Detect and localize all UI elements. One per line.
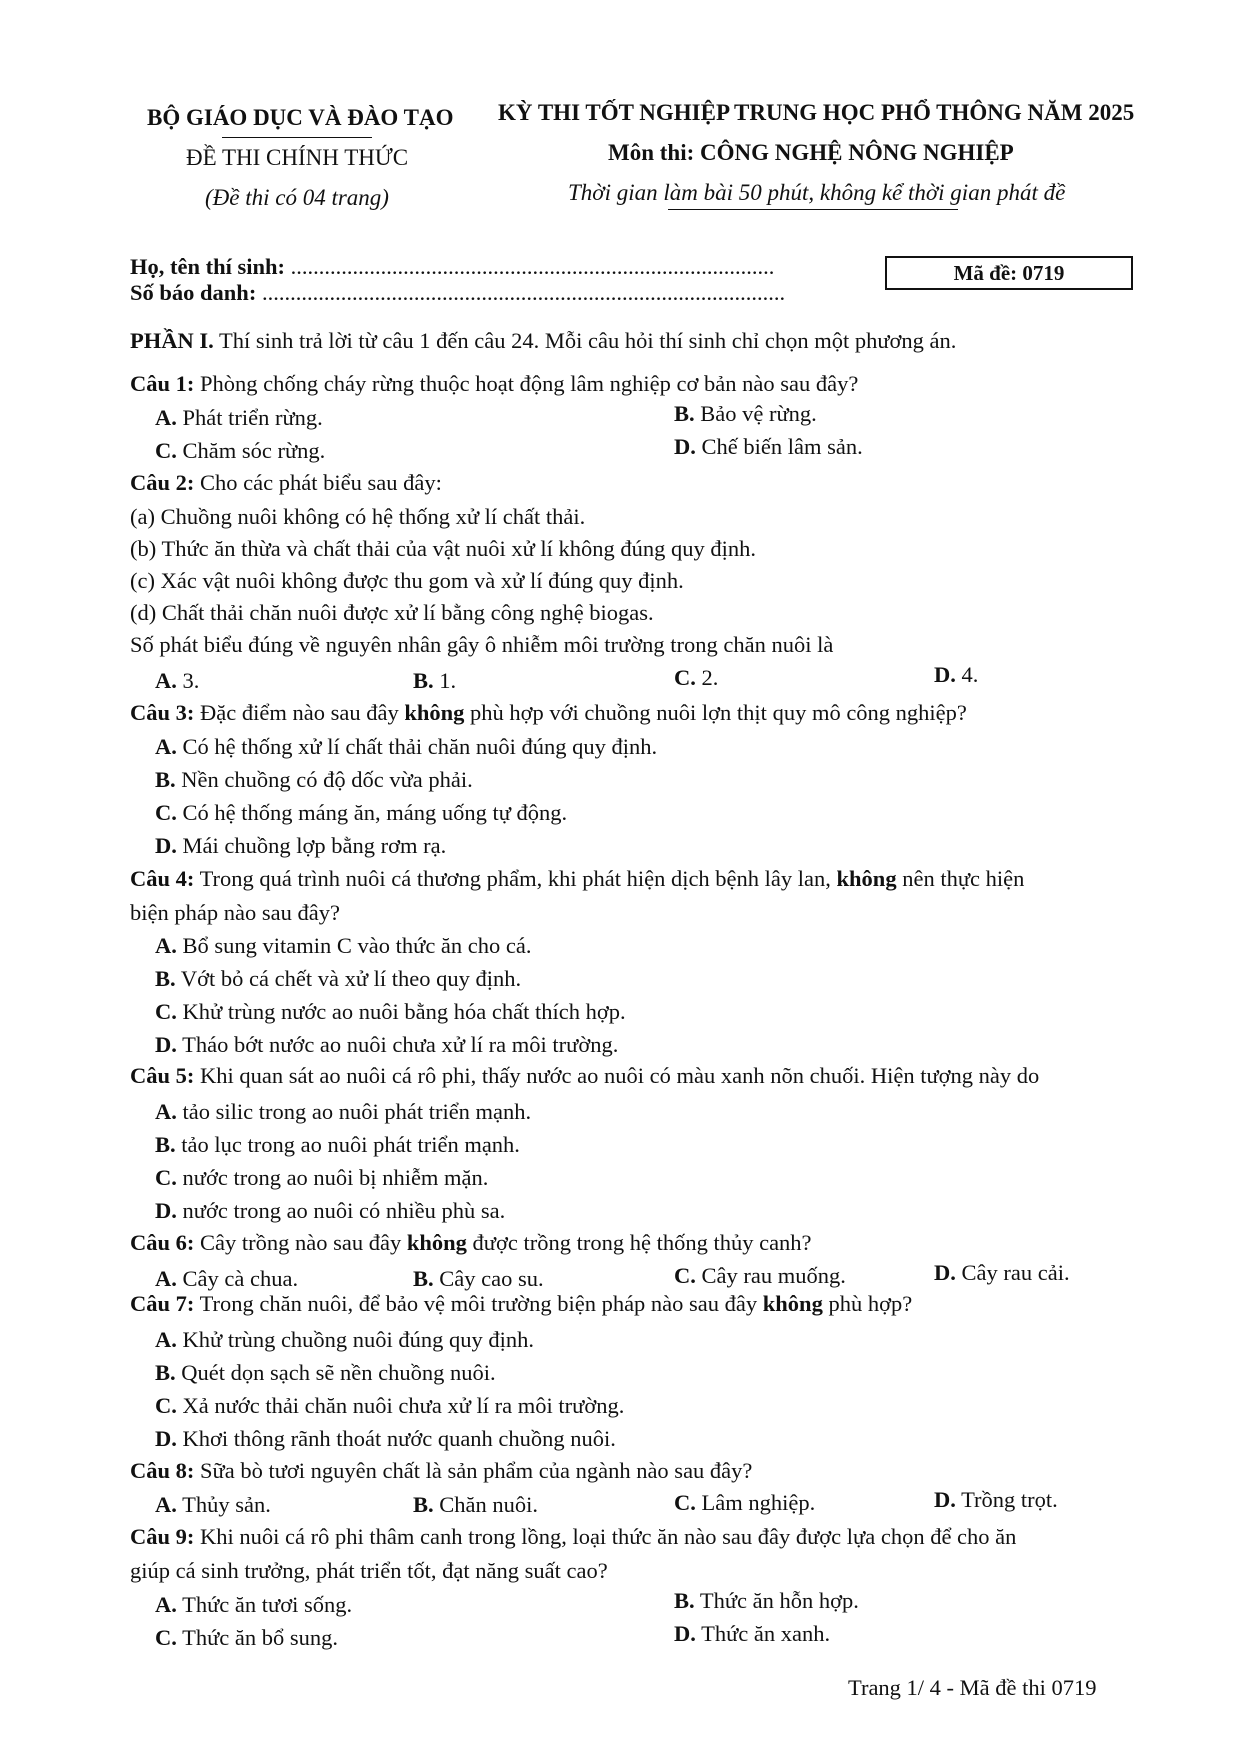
pages-note: (Đề thi có 04 trang)	[205, 185, 389, 210]
option-4c: C. Khử trùng nước ao nuôi bằng hóa chất thích hợp.	[155, 999, 626, 1024]
option-6a: A. Cây cà chua.	[155, 1266, 299, 1291]
option-3c: C. Có hệ thống máng ăn, máng uống tự động.	[155, 800, 568, 825]
question-label: Câu 8:	[130, 1458, 195, 1483]
ministry-underline	[222, 137, 372, 138]
footer-exam-code: 0719	[1051, 1675, 1097, 1700]
question-4-line2: biện pháp nào sau đây?	[130, 900, 340, 925]
statement-2b: (b) Thức ăn thừa và chất thải của vật nuôi xử lí không đúng quy định.	[130, 536, 757, 561]
emphasis-khong: không	[836, 866, 897, 891]
option-8c: C. Lâm nghiệp.	[674, 1490, 816, 1515]
option-4d: D. Tháo bớt nước ao nuôi chưa xử lí ra môi trường.	[155, 1032, 619, 1057]
subject-name: CÔNG NGHỆ NÔNG NGHIỆP	[700, 140, 1014, 165]
exam-code-value: 0719	[1022, 260, 1065, 285]
question-7: Câu 7: Trong chăn nuôi, để bảo vệ môi trường biện pháp nào sau đây không phù hợp?	[130, 1291, 913, 1316]
emphasis-khong: không	[762, 1291, 823, 1316]
question-1	[130, 373, 858, 396]
option-9a: A. Thức ăn tươi sống.	[155, 1592, 353, 1617]
question-3: Câu 3: Đặc điểm nào sau đây không phù hợp với chuồng nuôi lợn thịt quy mô công nghiệp?	[130, 700, 967, 725]
emphasis-khong: không	[404, 700, 465, 725]
statement-2c: (c) Xác vật nuôi không được thu gom và xử lí đúng quy định.	[130, 568, 684, 593]
part1-label: PHẦN I.	[130, 328, 214, 353]
option-2b: B. 1.	[413, 668, 457, 693]
question-label: Câu 3:	[130, 700, 195, 725]
statement-2a: (a) Chuồng nuôi không có hệ thống xử lí chất thải.	[130, 504, 586, 529]
question-label: Câu 7:	[130, 1291, 195, 1316]
question-5	[130, 1065, 1039, 1088]
option-8a: A. Thủy sản.	[155, 1492, 271, 1517]
statement-2d: (d) Chất thải chăn nuôi được xử lí bằng công nghệ biogas.	[130, 600, 654, 625]
question-label: Câu 5:	[130, 1063, 195, 1088]
option-6d: D. Cây rau cải.	[934, 1260, 1070, 1285]
question-label: Câu 9:	[130, 1524, 195, 1549]
question-label: Câu 6:	[130, 1230, 195, 1255]
option-2c: C. 2.	[674, 665, 719, 690]
ministry-name: BỘ GIÁO DỤC VÀ ĐÀO TẠO	[147, 105, 454, 130]
option-6c: C. Cây rau muống.	[674, 1263, 846, 1288]
option-2d: D. 4.	[934, 662, 979, 687]
question-6: Câu 6: Cây trồng nào sau đây không được trồng trong hệ thống thủy canh?	[130, 1230, 812, 1255]
option-4a: A. Bổ sung vitamin C vào thức ăn cho cá.	[155, 933, 532, 958]
question-text: Sữa bò tươi nguyên chất là sản phẩm của ngành nào sau đây?	[200, 1458, 753, 1483]
time-note: Thời gian làm bài 50 phút, không kể thời gian phát đề	[568, 180, 1066, 205]
option-3a: A. Có hệ thống xử lí chất thải chăn nuôi đúng quy định.	[155, 734, 658, 759]
question-8	[130, 1460, 752, 1483]
exam-code-box	[885, 256, 1133, 290]
option-3d: D. Mái chuồng lợp bằng rơm rạ.	[155, 833, 447, 858]
option-6b: B. Cây cao su.	[413, 1266, 544, 1291]
option-5a: A. tảo silic trong ao nuôi phát triển mạnh.	[155, 1099, 532, 1124]
option-8d: D. Trồng trọt.	[934, 1487, 1058, 1512]
question-label: Câu 4:	[130, 866, 195, 891]
option-1c: C. Chăm sóc rừng.	[155, 438, 326, 463]
option-9b: B. Thức ăn hỗn hợp.	[674, 1588, 859, 1613]
option-7d: D. Khơi thông rãnh thoát nước quanh chuồng nuôi.	[155, 1426, 616, 1451]
option-3b: B. Nền chuồng có độ dốc vừa phải.	[155, 767, 473, 792]
option-5d: D. nước trong ao nuôi có nhiều phù sa.	[155, 1198, 506, 1223]
question-9-line2: giúp cá sinh trưởng, phát triển tốt, đạt năng suất cao?	[130, 1558, 608, 1583]
option-5b: B. tảo lục trong ao nuôi phát triển mạnh.	[155, 1132, 520, 1157]
candidate-name-row	[130, 256, 774, 279]
option-8b: B. Chăn nuôi.	[413, 1492, 539, 1517]
official-exam-label: ĐỀ THI CHÍNH THỨC	[186, 145, 409, 170]
option-1d: D. Chế biến lâm sản.	[674, 434, 863, 459]
candidate-name-label: Họ, tên thí sinh:	[130, 254, 286, 279]
candidate-id-label: Số báo danh:	[130, 280, 257, 305]
option-4b: B. Vớt bỏ cá chết và xử lí theo quy định.	[155, 966, 522, 991]
question-text: Khi nuôi cá rô phi thâm canh trong lồng, loại thức ăn nào sau đây được lựa chọn để cho ăn	[200, 1524, 1017, 1549]
question-label: Câu 1:	[130, 371, 195, 396]
exam-title: KỲ THI TỐT NGHIỆP TRUNG HỌC PHỔ THÔNG NĂM 2025	[498, 100, 1135, 125]
question-9	[130, 1526, 1016, 1549]
candidate-name-dots: ......................................................................................	[290, 254, 775, 279]
candidate-id-dots: .............................................................................................	[261, 280, 786, 305]
time-underline	[668, 209, 958, 210]
question-text: Cho các phát biểu sau đây:	[200, 470, 442, 495]
subject-line	[608, 140, 1014, 166]
page-number: Trang 1/ 4 - Mã đề thi	[848, 1675, 1046, 1700]
page-footer	[848, 1677, 1097, 1700]
option-7c: C. Xả nước thải chăn nuôi chưa xử lí ra môi trường.	[155, 1393, 625, 1418]
option-5c: C. nước trong ao nuôi bị nhiễm mặn.	[155, 1165, 489, 1190]
option-1a: A. Phát triển rừng.	[155, 405, 323, 430]
option-1b: B. Bảo vệ rừng.	[674, 401, 817, 426]
option-7b: B. Quét dọn sạch sẽ nền chuồng nuôi.	[155, 1360, 496, 1385]
question-label: Câu 2:	[130, 470, 195, 495]
question-text: Khi quan sát ao nuôi cá rô phi, thấy nước ao nuôi có màu xanh nõn chuối. Hiện tượng này do	[200, 1063, 1040, 1088]
part1-instruction	[130, 330, 956, 353]
option-2a: A. 3.	[155, 668, 200, 693]
option-9d: D. Thức ăn xanh.	[674, 1621, 831, 1646]
subject-label: Môn thi:	[608, 140, 695, 165]
option-9c: C. Thức ăn bổ sung.	[155, 1625, 339, 1650]
candidate-id-row	[130, 282, 785, 305]
question-4: Câu 4: Trong quá trình nuôi cá thương phẩm, khi phát hiện dịch bệnh lây lan, không nên thực hiện	[130, 866, 1025, 891]
question-2	[130, 472, 442, 495]
option-7a: A. Khử trùng chuồng nuôi đúng quy định.	[155, 1327, 535, 1352]
emphasis-khong: không	[406, 1230, 467, 1255]
question-2-stem: Số phát biểu đúng về nguyên nhân gây ô nhiễm môi trường trong chăn nuôi là	[130, 632, 834, 657]
part1-text: Thí sinh trả lời từ câu 1 đến câu 24. Mỗi câu hỏi thí sinh chỉ chọn một phương án.	[218, 328, 957, 353]
exam-code-label: Mã đề:	[953, 260, 1018, 285]
question-text: Phòng chống cháy rừng thuộc hoạt động lâm nghiệp cơ bản nào sau đây?	[200, 371, 859, 396]
